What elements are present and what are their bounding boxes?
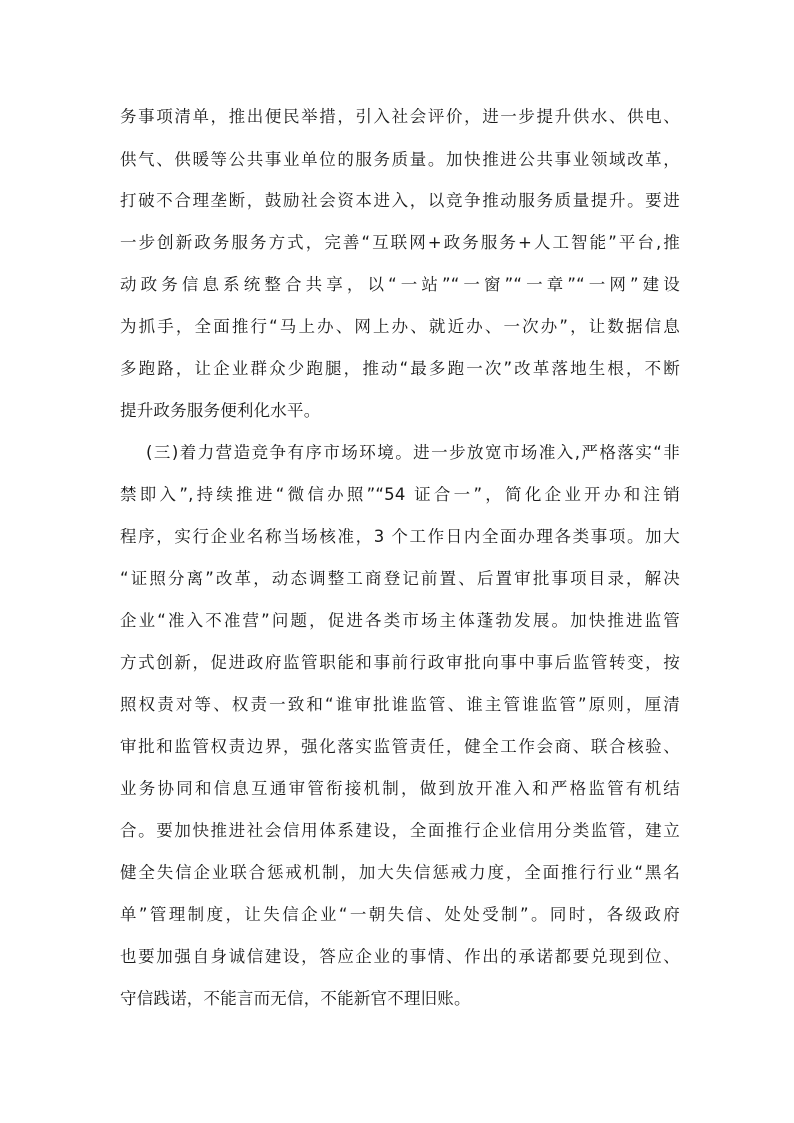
paragraph-line: 务事项清单，推出便民举措，引入社会评价，进一步提升供水、供电、 [120, 107, 680, 126]
paragraph-line: 一步创新政务服务方式，完善“互联网+政务服务+人工智能”平台,推 [120, 233, 680, 252]
paragraph-line: 方式创新，促进政府监管职能和事前行政审批向事中事后监管转变，按 [120, 653, 680, 672]
paragraph-line: 多跑路，让企业群众少跑腿，推动“最多跑一次”改革落地生根，不断 [120, 359, 680, 378]
paragraph-line: “证照分离”改革，动态调整工商登记前置、后置审批事项目录，解决 [120, 569, 680, 588]
paragraph-line: 也要加强自身诚信建设，答应企业的事情、作出的承诺都要兑现到位、 [120, 947, 680, 966]
paragraph-line: 守信践诺，不能言而无信，不能新官不理旧账。 [120, 989, 471, 1008]
paragraph-line: 打破不合理垄断，鼓励社会资本进入，以竞争推动服务质量提升。要进 [120, 191, 680, 210]
paragraph-line: 程序，实行企业名称当场核准，3 个工作日内全面办理各类事项。加大 [120, 527, 680, 546]
paragraph-line: 业务协同和信息互通审管衔接机制，做到放开准入和严格监管有机结 [120, 779, 680, 798]
paragraph-line: 合。要加快推进社会信用体系建设，全面推行企业信用分类监管，建立 [120, 821, 680, 840]
paragraph-line: 单”管理制度，让失信企业“一朝失信、处处受制”。同时，各级政府 [120, 905, 680, 924]
paragraph-line: 为抓手，全面推行“马上办、网上办、就近办、一次办”，让数据信息 [120, 317, 680, 336]
paragraph-line: 企业“准入不准营”问题，促进各类市场主体蓬勃发展。加快推进监管 [120, 611, 680, 630]
paragraph-line: 动政务信息系统整合共享，以“一站”“一窗”“一章”“一网”建设 [120, 275, 680, 294]
paragraph-line: 供气、供暖等公共事业单位的服务质量。加快推进公共事业领域改革， [120, 150, 680, 169]
paragraph-line: 审批和监管权责边界，强化落实监管责任，健全工作会商、联合核验、 [120, 737, 680, 756]
paragraph-line: 照权责对等、权责一致和“谁审批谁监管、谁主管谁监管”原则，厘清 [120, 695, 680, 714]
section-heading-line: (三)着力营造竞争有序市场环境。进一步放宽市场准入,严格落实“非 [146, 443, 680, 462]
paragraph-line: 健全失信企业联合惩戒机制，加大失信惩戒力度，全面推行行业“黑名 [120, 863, 680, 882]
paragraph-line: 禁即入”,持续推进“微信办照”“54 证合一”，简化企业开办和注销 [120, 485, 680, 504]
paragraph-line: 提升政务服务便利化水平。 [120, 401, 321, 420]
